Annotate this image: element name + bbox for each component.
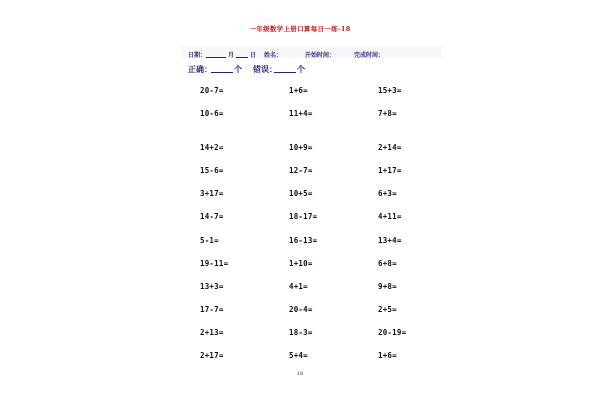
problem-item: 15+3= bbox=[378, 86, 402, 95]
month-label: 月 bbox=[228, 52, 235, 59]
correct-unit: 个 bbox=[234, 64, 242, 74]
problem-item: 19-11= bbox=[200, 259, 229, 268]
day-label: 日 bbox=[250, 52, 257, 59]
problem-item: 7+8= bbox=[378, 109, 397, 118]
problem-item: 2+5= bbox=[378, 305, 397, 314]
problem-item: 10-6= bbox=[200, 109, 224, 118]
problem-item: 18-3= bbox=[289, 328, 313, 337]
problem-item: 18-17= bbox=[289, 212, 318, 221]
problem-item: 3+17= bbox=[200, 189, 224, 198]
problem-item: 10+9= bbox=[289, 143, 313, 152]
problem-item: 1+6= bbox=[378, 351, 397, 360]
wrong-unit: 个 bbox=[297, 64, 305, 74]
problem-item: 11+4= bbox=[289, 109, 313, 118]
page-number: 18 bbox=[296, 371, 304, 377]
problem-item: 15-6= bbox=[200, 166, 224, 175]
problem-item: 1+17= bbox=[378, 166, 402, 175]
problem-item: 2+14= bbox=[378, 143, 402, 152]
problem-item: 6+3= bbox=[378, 189, 397, 198]
start-time-label: 开始时间： bbox=[305, 52, 336, 59]
correct-blank bbox=[211, 64, 233, 75]
problem-item: 16-13= bbox=[289, 236, 318, 245]
problem-item: 20-4= bbox=[289, 305, 313, 314]
problem-item: 10+5= bbox=[289, 189, 313, 198]
problem-item: 20-19= bbox=[378, 328, 407, 337]
worksheet-title: 一年级数学上册口算每日一练-18 bbox=[249, 25, 351, 33]
problem-item: 14-7= bbox=[200, 212, 224, 221]
problem-item: 12-7= bbox=[289, 166, 313, 175]
problem-item: 9+8= bbox=[378, 282, 397, 291]
problem-item: 6+8= bbox=[378, 259, 397, 268]
wrong-label: 错误： bbox=[253, 64, 277, 74]
problem-item: 1+6= bbox=[289, 86, 308, 95]
problem-item: 14+2= bbox=[200, 143, 224, 152]
problem-item: 4+11= bbox=[378, 212, 402, 221]
problem-item: 5+4= bbox=[289, 351, 308, 360]
problem-item: 17-7= bbox=[200, 305, 224, 314]
name-label: 姓名： bbox=[264, 52, 283, 59]
correct-label: 正确： bbox=[188, 64, 212, 74]
wrong-blank bbox=[274, 64, 296, 75]
finish-time-label: 完成时间： bbox=[354, 52, 385, 59]
date-day-blank bbox=[236, 50, 248, 60]
problem-item: 2+17= bbox=[200, 351, 224, 360]
problem-item: 5-1= bbox=[200, 236, 219, 245]
problem-item: 1+10= bbox=[289, 259, 313, 268]
date-label: 日期： bbox=[188, 52, 207, 59]
problem-item: 20-7= bbox=[200, 86, 224, 95]
date-month-blank bbox=[206, 50, 226, 60]
problem-item: 4+1= bbox=[289, 282, 308, 291]
problem-item: 2+13= bbox=[200, 328, 224, 337]
problem-item: 13+3= bbox=[200, 282, 224, 291]
problem-item: 13+4= bbox=[378, 236, 402, 245]
